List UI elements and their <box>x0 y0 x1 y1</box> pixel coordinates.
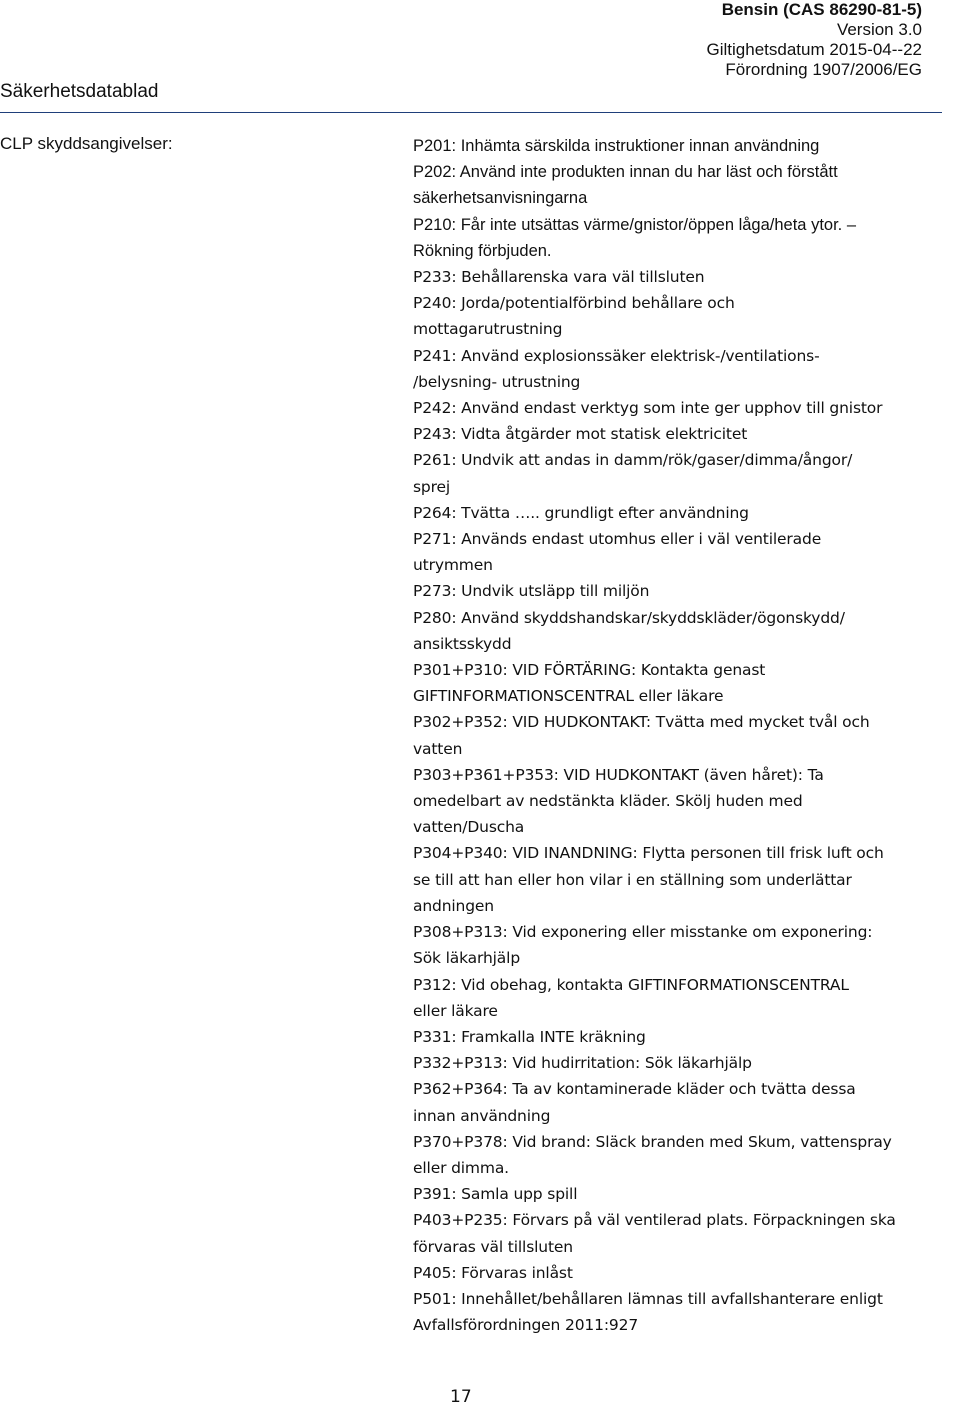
statement-line: P301+P310: VID FÖRTÄRING: Kontakta genast <box>413 661 766 680</box>
header-divider <box>0 112 942 113</box>
statement-item <box>413 657 960 709</box>
document-title: Säkerhetsdatablad <box>0 81 159 102</box>
statement-item <box>413 1181 960 1207</box>
statement-line: P273: Undvik utsläpp till miljön <box>413 582 650 601</box>
statement-line: andningen <box>413 896 494 915</box>
statement-line: utrymmen <box>413 556 493 575</box>
statement-item <box>413 605 960 657</box>
statement-line: P241: Använd explosionssäker elektrisk-/ventilations- <box>413 346 820 365</box>
statement-line: P331: Framkalla INTE kräkning <box>413 1027 646 1046</box>
statement-line: förvaras väl tillsluten <box>413 1237 573 1256</box>
statement-line: /belysning- utrustning <box>413 372 581 391</box>
statement-item <box>413 840 960 919</box>
statement-item <box>413 500 960 526</box>
statement-item <box>413 919 960 971</box>
statement-line: P202: Använd inte produkten innan du har läst och förstått <box>413 163 838 182</box>
statement-item <box>413 343 960 395</box>
statement-line: P303+P361+P353: VID HUDKONTAKT (även håret): Ta <box>413 765 824 784</box>
statement-line: eller läkare <box>413 1001 498 1020</box>
statement-line: Rökning förbjuden. <box>413 241 552 260</box>
statement-item <box>413 290 960 342</box>
statement-item <box>413 972 960 1024</box>
section-label: CLP skyddsangivelser: <box>0 134 173 153</box>
statement-line: Sök läkarhjälp <box>413 949 521 968</box>
validity-date: Giltighetsdatum 2015-04--22 <box>706 40 922 59</box>
statement-line: P312: Vid obehag, kontakta GIFTINFORMATIONSCENTRAL <box>413 975 849 994</box>
statement-line: P201: Inhämta särskilda instruktioner innan användning <box>413 137 820 155</box>
statement-item <box>413 1024 960 1050</box>
statement-item <box>413 578 960 604</box>
statement-line: ansiktsskydd <box>413 634 512 653</box>
statement-line: innan användning <box>413 1106 551 1125</box>
statement-item <box>413 762 960 841</box>
statement-line: sprej <box>413 477 451 496</box>
statement-line: P302+P352: VID HUDKONTAKT: Tvätta med mycket tvål och <box>413 713 870 732</box>
statement-item <box>413 264 960 290</box>
statement-item <box>413 1076 960 1128</box>
document-header <box>707 0 922 80</box>
statement-line: P391: Samla upp spill <box>413 1185 578 1204</box>
statement-line: säkerhetsanvisningarna <box>413 189 588 208</box>
statement-line: GIFTINFORMATIONSCENTRAL eller läkare <box>413 687 724 706</box>
statement-line: P403+P235: Förvars på väl ventilerad plats. Förpackningen ska <box>413 1211 896 1230</box>
statement-line: P405: Förvaras inlåst <box>413 1263 573 1282</box>
statement-line: P501: Innehållet/behållaren lämnas till avfallshanterare enligt <box>413 1289 883 1308</box>
statement-line: P370+P378: Vid brand: Släck branden med Skum, vattenspray <box>413 1132 892 1151</box>
statement-line: P308+P313: Vid exponering eller misstanke om exponering: <box>413 923 873 942</box>
statement-line: P304+P340: VID INANDNING: Flytta personen till frisk luft och <box>413 844 884 863</box>
statement-line: P243: Vidta åtgärder mot statisk elektricitet <box>413 425 748 444</box>
statement-line: P242: Använd endast verktyg som inte ger upphov till gnistor <box>413 399 883 418</box>
statement-line: P332+P313: Vid hudirritation: Sök läkarhjälp <box>413 1054 752 1073</box>
statement-item <box>413 212 960 264</box>
statement-line: P210: Får inte utsättas värme/gnistor/öppen låga/heta ytor. – <box>413 215 857 234</box>
statement-line: omedelbart av nedstänkta kläder. Skölj huden med <box>413 792 803 811</box>
statement-item <box>413 1129 960 1181</box>
statement-line: P264: Tvätta ….. grundligt efter användning <box>413 503 749 522</box>
statement-line: vatten/Duscha <box>413 818 525 837</box>
statement-line: mottagarutrustning <box>413 320 563 339</box>
statement-item <box>413 526 960 578</box>
statement-item <box>413 1207 960 1259</box>
page-number: 17 <box>450 1387 472 1407</box>
statement-line: P240: Jorda/potentialförbind behållare och <box>413 294 735 313</box>
statement-line: Avfallsförordningen 2011:927 <box>413 1316 639 1335</box>
statement-line: vatten <box>413 739 463 758</box>
regulation-label: Förordning 1907/2006/EG <box>725 60 922 79</box>
statement-item <box>413 1050 960 1076</box>
statement-line: eller dimma. <box>413 1158 509 1177</box>
statement-line: P280: Använd skyddshandskar/skyddskläder/ögonskydd/ <box>413 608 845 627</box>
statement-line: P233: Behållarenska vara väl tillsluten <box>413 268 705 287</box>
statement-item <box>413 395 960 421</box>
precautionary-statement-list <box>413 133 960 1338</box>
statement-line: se till att han eller hon vilar i en ställning som underlättar <box>413 870 852 889</box>
statement-line: P362+P364: Ta av kontaminerade kläder och tvätta dessa <box>413 1080 856 1099</box>
statement-item <box>413 447 960 499</box>
statement-item <box>413 421 960 447</box>
statement-item <box>413 1260 960 1286</box>
statement-item <box>413 1286 960 1338</box>
statement-item <box>413 133 960 159</box>
statement-line: P261: Undvik att andas in damm/rök/gaser/dimma/ångor/ <box>413 451 853 470</box>
statement-item <box>413 159 960 211</box>
version-label: Version 3.0 <box>836 20 922 39</box>
statement-line: P271: Används endast utomhus eller i väl ventilerade <box>413 530 822 549</box>
product-name: Bensin (CAS 86290-81-5) <box>721 0 922 19</box>
statement-item <box>413 709 960 761</box>
